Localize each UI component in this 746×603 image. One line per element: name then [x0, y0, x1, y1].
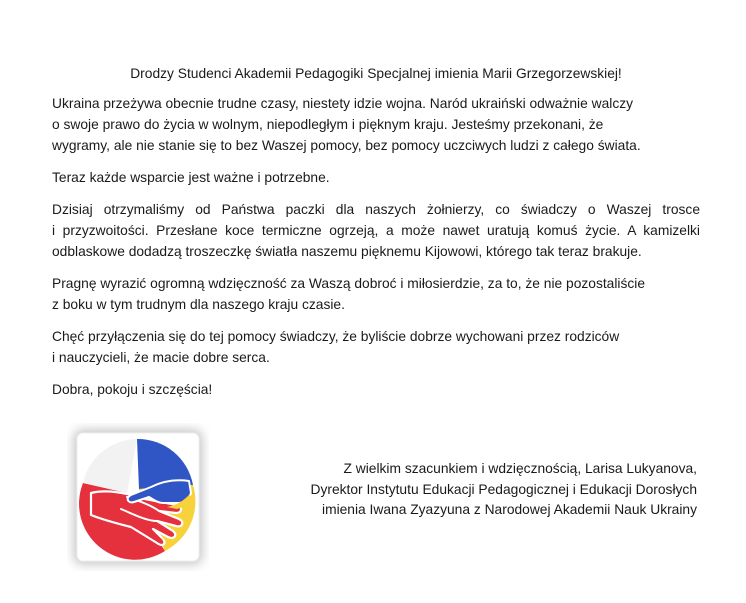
paragraph-line: wygramy, ale nie stanie się to bez Waszej pomocy, bez pomocy uczciwych ludzi z całego świata. [52, 138, 641, 153]
greeting: Drodzy Studenci Akademii Pedagogiki Specjalnej imienia Marii Grzegorzewskiej! [130, 66, 622, 81]
paragraph-line: i nauczycieli, że macie dobre serca. [52, 350, 270, 365]
paragraph-line: Dzisiaj otrzymaliśmy od Państwa paczki dla naszych żołnierzy, co świadczy o Waszej trosce [52, 202, 700, 217]
paragraph-line: o swoje prawo do życia w wolnym, niepodległym i pięknym kraju. Jesteśmy przekonani, że [52, 117, 604, 132]
paragraph-support [52, 167, 700, 188]
handshake-logo-graphic [67, 423, 209, 571]
paragraph-wishes [52, 379, 700, 400]
paragraph-line: i przyzwoitości. Przesłane koce termiczne ogrzeją, a może nawet uratują komuś życie. A kamizelki [52, 223, 700, 238]
paragraph-parcels [52, 199, 700, 262]
paragraph-line: Pragnę wyrazić ogromną wdzięczność za Waszą dobroć i miłosierdzie, za to, że nie pozostaliście [52, 276, 646, 291]
paragraph-line: Ukraina przeżywa obecnie trudne czasy, niestety idzie wojna. Naród ukraiński odważnie walczy [52, 96, 634, 111]
signature-block [311, 459, 698, 521]
paragraph-line: z boku w tym trudnym dla naszego kraju czasie. [52, 297, 345, 312]
paragraph-line: Chęć przyłączenia się do tej pomocy świadczy, że byliście dobrze wychowani przez rodziców [52, 329, 620, 344]
paragraph-line: Dobra, pokoju i szczęścia! [52, 382, 213, 397]
letter-body [52, 64, 700, 411]
handshake-poland-ukraine-icon [67, 423, 209, 571]
paragraph-line: odblaskowe dodadzą troszeczkę światła naszemu pięknemu Kijowowi, którego tak teraz brakuje. [52, 244, 642, 259]
paragraph-line: Teraz każde wsparcie jest ważne i potrzebne. [52, 170, 330, 185]
paragraph-upbringing [52, 326, 700, 368]
signature-line: imienia Iwana Zyazyuna z Narodowej Akademii Nauk Ukrainy [322, 502, 697, 517]
signature-line: Z wielkim szacunkiem i wdzięcznością, Larisa Lukyanova, [343, 461, 697, 476]
paragraph-war [52, 93, 700, 156]
paragraph-gratitude [52, 273, 700, 315]
signature-line: Dyrektor Instytutu Edukacji Pedagogicznej i Edukacji Dorosłych [310, 481, 697, 497]
